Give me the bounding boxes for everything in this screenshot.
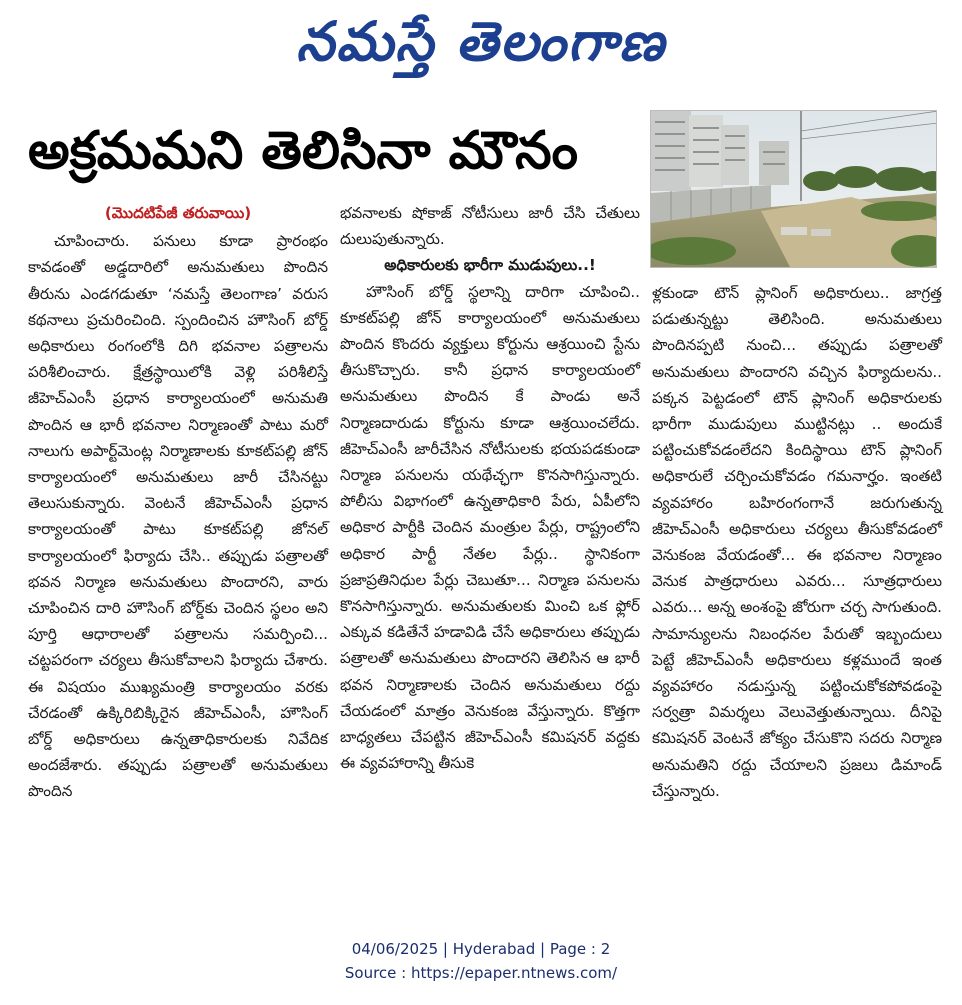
- article-column-1: [28, 200, 328, 918]
- article-headline: అక్రమమని తెలిసినా మౌనం: [28, 121, 578, 181]
- column-2-subheading: అధికారులకు భారీగా ముడుపులు..!: [384, 256, 596, 275]
- article-column-2: [340, 200, 640, 918]
- column-2-paragraph-1: భవనాలకు షోకాజ్ నోటీసులు జారీ చేసి చేతులు దులుపుతున్నారు.: [340, 204, 640, 249]
- masthead-logo: నమస్తే తెలంగాణ: [296, 10, 666, 73]
- footer-source-link[interactable]: Source : https://epaper.ntnews.com/: [344, 964, 618, 982]
- construction-site-image: [651, 111, 937, 268]
- article-photo: [650, 110, 937, 268]
- footer-edition-info: 04/06/2025 | Hyderabad | Page : 2: [351, 940, 611, 958]
- article-column-3: [652, 280, 942, 918]
- continued-from-front-page-label: (మొదటిపేజీ తరువాయి): [104, 204, 252, 222]
- column-2-paragraph-2: హౌసింగ్ బోర్డ్ స్థలాన్ని దారిగా చూపించి.. కూకట్‌పల్లి జోన్ కార్యాలయంలో అనుమతులు పొందిన కొందరు వ్యక్తులు కోర్టును ఆశ్రయించి స్టేను తీసుకొచ్చారు. కానీ ప్రధాన కార్యాలయంలో అనుమతులు పొందిన కే పాండు అనే నిర్మాణదారుడు కోర్టును కూడా ఆశ్రయించలేదు. జీహెచ్ఎంసీ జారీచేసిన నోటీసులకు భయపడకుండా నిర్మాణ పనులను యథేచ్ఛగా కొనసాగిస్తున్నారు. పోలీసు విభాగంలో ఉన్నతాధికారి పేరు, ఏపీలోని అధికార పార్టీకి చెందిన మంత్రుల పేర్లు, రాష్ట్రంలోని అధికార పార్టీ నేతల పేర్లు.. స్థానికంగా ప్రజాప్రతినిధుల పేర్లు చెబుతూ... నిర్మాణ పనులను కొనసాగిస్తున్నారు. అనుమతులకు మించి ఒక ఫ్లోర్ ఎక్కువ కడితేనే హడావిడి చేసే అధికారులు తప్పుడు పత్రాలతో అనుమతులు పొందారని తెలిసిన ఆ భారీ భవన నిర్మాణాలకు చెందిన అనుమతులు రద్దు చేయడంలో మాత్రం వెనుకంజ వేస్తున్నారు. కొత్తగా బాధ్యతలు చేపట్టిన జీహెచ్ఎంసీ కమిషనర్ వద్దకు ఈ వ్యవహారాన్ని తీసుకె: [340, 282, 640, 773]
- column-3-paragraph: ళ్లకుండా టౌన్ ప్లానింగ్ అధికారులు.. జాగ్రత్త పడుతున్నట్టు తెలిసింది. అనుమతులు పొందినప్పటి నుంచి... తప్పుడు పత్రాలతో అనుమతులు పొందారని వచ్చిన ఫిర్యాదులను.. పక్కన పెట్టడంలో టౌన్ ప్లానింగ్ అధికారులకు భారీగా ముడుపులు ముట్టినట్లు .. అందుకే పట్టించుకోవడంలేదని కిందిస్థాయి టౌన్ ప్లానింగ్ అధికారులే చర్చించుకోవడం గమనార్హం. ఇంతటి వ్యవహారం బహిరంగంగానే జరుగుతున్న జీహెచ్ఎంసీ అధికారులు చర్యలు తీసుకోవడంలో వెనుకంజ వేయడంతో... ఈ భవనాల నిర్మాణం వెనుక పాత్రధారులు ఎవరు... సూత్రధారులు ఎవరు... అన్న అంశంపై జోరుగా చర్చ సాగుతుంది. సామాన్యులను నిబంధనల పేరుతో ఇబ్బందులు పెట్టే జీహెచ్ఎంసీ అధికారులు కళ్లముందే ఇంత వ్యవహారం నడుస్తున్న పట్టించుకోకపోవడంపై సర్వత్రా విమర్శలు వెలువెత్తుతున్నాయి. దీనిపై కమిషనర్ వెంటనే జోక్యం చేసుకొని సదరు నిర్మాణ అనుమతిని రద్దు చేయాలని ప్రజలు డిమాండ్ చేస్తున్నారు.: [652, 284, 942, 800]
- column-1-paragraph: చూపించారు. పనులు కూడా ప్రారంభం కావడంతో అడ్డదారిలో అనుమతులు పొందిన తీరును ఎండగడుతూ ‘నమస్తే తెలంగాణ’ వరుస కథనాలు ప్రచురించింది. స్పందించిన హౌసింగ్ బోర్డ్ అధికారులు రంగంలోకి దిగి భవనాల పత్రాలను పరిశీలించారు. క్షేత్రస్థాయిలోకి వెళ్లి పరిశీలిస్తే జీహెచ్ఎంసీ ప్రధాన కార్యాలయంలో అనుమతి పొందిన ఆ భారీ భవనాల నిర్మాణంతో పాటు మరో నాలుగు అపార్ట్‌మెంట్ల నిర్మాణాలకు కూకట్‌పల్లి జోన్ కార్యాలయంలో అనుమతులు జారీ చేసినట్టు తెలుసుకున్నారు. వెంటనే జీహెచ్ఎంసీ ప్రధాన కార్యాలయంతో పాటు కూకట్‌పల్లి జోనల్ కార్యాలయంలో ఫిర్యాదు చేసి.. తప్పుడు పత్రాలతో భవన నిర్మాణ అనుమతులు పొందారని, వారు చూపించిన దారి హౌసింగ్ బోర్డ్‌కు చెందిన స్థలం అని పూర్తి ఆధారాలతో పత్రాలను సమర్పించి... చట్టపరంగా చర్యలు తీసుకోవాలని ఫిర్యాదు చేశారు. ఈ విషయం ముఖ్యమంత్రి కార్యాలయం వరకు చేరడంతో ఉక్కిరిబిక్కిరైన జీహెచ్ఎంసీ, హౌసింగ్ బోర్డ్ అధికారులు ఉన్నతాధికారులకు నివేదిక అందజేశారు. తప్పుడు పత్రాలతో అనుమతులు పొందిన: [28, 232, 328, 801]
